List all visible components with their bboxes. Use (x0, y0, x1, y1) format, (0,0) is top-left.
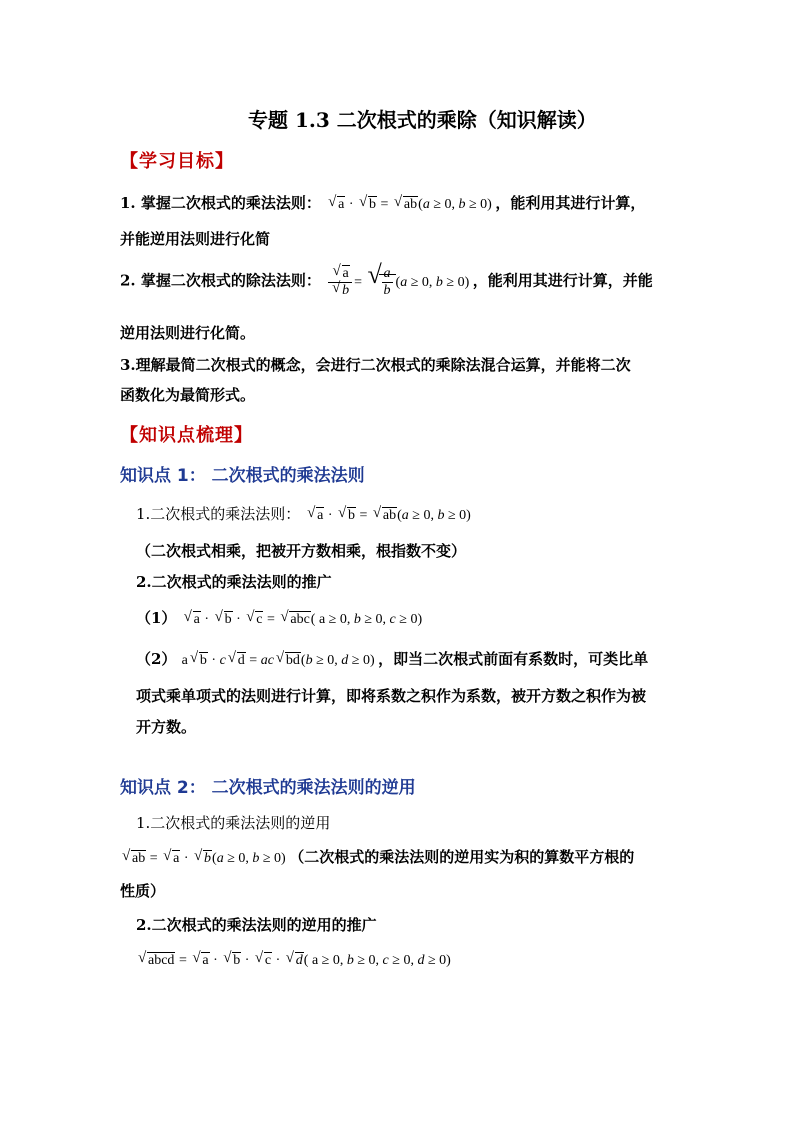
kp1-ext-title: 2.二次根式的乘法法则的推广 (136, 573, 332, 591)
kp2-rule (120, 846, 634, 867)
kp1-ext2-line3: 开方数。 (136, 718, 197, 736)
goal-3-line1: 3.理解最简二次根式的概念，会进行二次根式的乘除法混合运算，并能将二次 (120, 356, 631, 374)
goal-1 (120, 192, 645, 213)
goal-2-prefix: 2. 掌握二次根式的除法法则： (120, 271, 321, 290)
kp2-rule-formula: √ ab = √ a · √ b(a ≥ 0, b ≥ 0) (122, 848, 290, 866)
section-goals-heading: 【学习目标】 (120, 151, 234, 172)
kp2-ext (136, 950, 451, 969)
goal-1-line2: 并能逆用法则进行化简 (120, 230, 271, 248)
kp1-ext1 (136, 607, 422, 628)
kp1-ext2-label: （2） (136, 650, 177, 668)
kp1-note: （二次根式相乘，把被开方数相乘，根指数不变） (136, 542, 467, 560)
kp1-ext1-label: （1） (136, 609, 177, 627)
kp2-rule-line2: 性质） (120, 882, 166, 900)
kp1-ext1-formula: √ a · √ b · √ c = √ abc( a ≥ 0, b ≥ 0, c ≥ 0) (183, 609, 423, 627)
kp1-ext2-formula: a √ b · c √ d = ac √ bd(b ≥ 0, d ≥ 0) (181, 650, 379, 668)
kp1-ext2-line2: 项式乘单项式的法则进行计算，即将系数之积作为系数，被开方数之积作为被 (136, 687, 647, 705)
kp1-rule (136, 503, 471, 524)
goal-3-line2: 函数化为最简形式。 (120, 386, 256, 404)
goal-2 (120, 260, 653, 299)
section-knowledge-heading: 【知识点梳理】 (120, 425, 253, 446)
goal-1-suffix: ，能利用其进行计算， (495, 194, 646, 212)
kp2-heading: 知识点 2： 二次根式的乘法法则的逆用 (120, 778, 416, 798)
kp1-rule-formula: √ a · √ b = √ ab(a ≥ 0, b ≥ 0) (307, 505, 471, 523)
kp1-heading: 知识点 1： 二次根式的乘法法则 (120, 466, 365, 486)
kp1-ext2 (136, 648, 648, 669)
kp2-ext-title: 2.二次根式的乘法法则的逆用的推广 (136, 916, 377, 934)
kp2-rule-text: （二次根式的乘法法则的逆用实为积的算数平方根的 (289, 848, 635, 866)
goal-1-prefix: 1. 掌握二次根式的乘法法则： (120, 194, 321, 212)
kp2-ext-formula: √ abcd = √ a · √ b · √ c · √ d( a ≥ 0, b ≥ 0, c ≥ 0, d ≥ 0) (138, 950, 451, 968)
goal-2-formula: √ a √ b = √ $\frac{a}{b}$ (a ≥ 0, b ≥ 0) (326, 275, 473, 290)
page-title: 专题 1.3 二次根式的乘除（知识解读） (248, 108, 597, 132)
kp1-rule-prefix: 1.二次根式的乘法法则： (136, 505, 301, 523)
kp1-ext2-text: ，即当二次根式前面有系数时，可类比单 (378, 650, 649, 668)
goal-2-suffix: ，能利用其进行计算，并能 (472, 271, 653, 290)
goal-2-line2: 逆用法则进行化简。 (120, 324, 256, 342)
goal-1-formula: √ a · √ b = √ ab(a ≥ 0, b ≥ 0) (328, 194, 496, 212)
kp2-rule-title: 1.二次根式的乘法法则的逆用 (136, 814, 331, 832)
